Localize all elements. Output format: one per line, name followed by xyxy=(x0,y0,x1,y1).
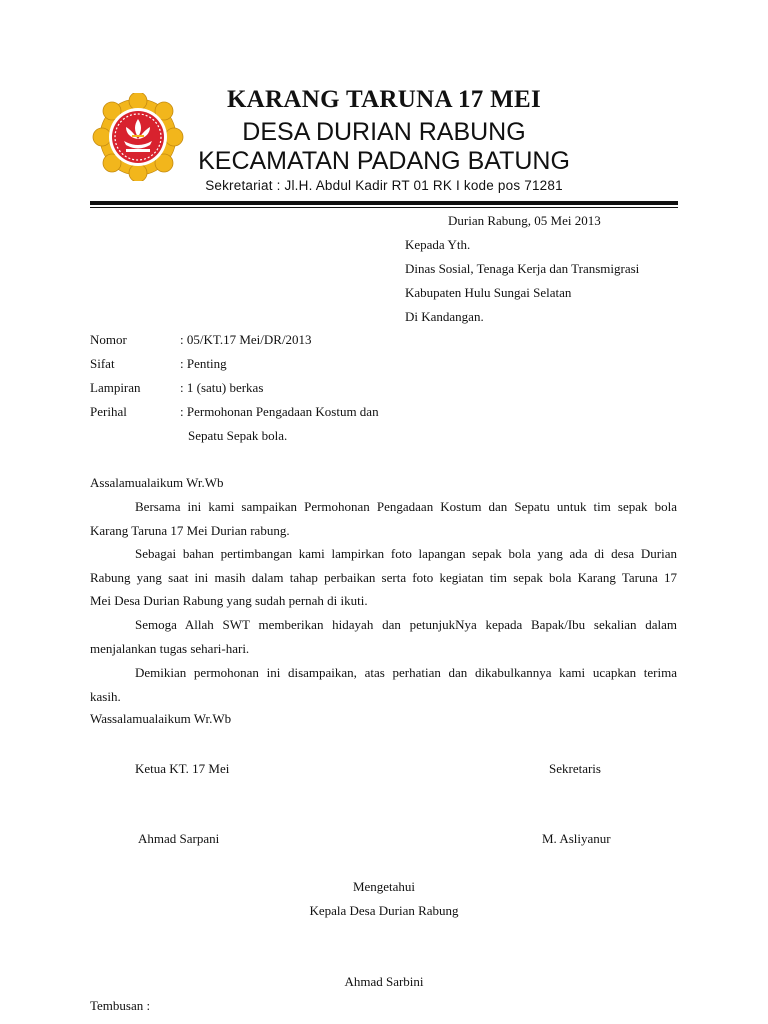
recipient-line-4: Di Kandangan. xyxy=(405,309,484,324)
recipient-line-3: Kabupaten Hulu Sungai Selatan xyxy=(405,285,572,300)
paragraph-2-line-3: Mei Desa Durian Rabung yang sudah pernah di ikuti. xyxy=(90,593,368,608)
paragraph-1 xyxy=(90,495,677,542)
village-name: DESA DURIAN RABUNG xyxy=(242,118,526,146)
perihal-value-1: : Permohonan Pengadaan Kostum dan xyxy=(180,404,379,419)
acknowledgement-name: Ahmad Sarbini xyxy=(344,974,424,989)
paragraph-3 xyxy=(90,613,677,660)
paragraph-4-line-2: kasih. xyxy=(90,688,121,704)
acknowledgement-heading: Mengetahui xyxy=(352,879,416,894)
paragraph-3-line-2: menjalankan tugas sehari-hari. xyxy=(90,640,250,656)
paragraph-2 xyxy=(90,542,677,613)
paragraph-1-line-1: Bersama ini kami sampaikan Permohonan Pengadaan Kostum dan Sepatu untuk tim sepak bola xyxy=(135,499,677,514)
letterhead-divider-thin xyxy=(90,207,678,208)
place-date: Durian Rabung, 05 Mei 2013 xyxy=(448,213,601,228)
acknowledgement-title: Kepala Desa Durian Rabung xyxy=(309,903,459,918)
nomor-value: : 05/KT.17 Mei/DR/2013 xyxy=(180,332,312,347)
signature-right-title: Sekretaris xyxy=(549,761,601,776)
recipient-line-1: Kepada Yth. xyxy=(405,237,471,252)
paragraph-3-line-1: Semoga Allah SWT memberikan hidayah dan petunjukNya kepada Bapak/Ibu sekalian dalam xyxy=(135,617,677,632)
paragraph-2-line-2: Rabung yang saat ini masih dalam tahap perbaikan serta foto kegiatan tim sepak bola Karang Taruna 17 xyxy=(90,569,677,585)
signature-left-title: Ketua KT. 17 Mei xyxy=(135,761,230,776)
signature-left-name: Ahmad Sarpani xyxy=(138,831,220,846)
cc-label: Tembusan : xyxy=(90,998,151,1013)
lampiran-value: : 1 (satu) berkas xyxy=(180,380,264,395)
district-name: KECAMATAN PADANG BATUNG xyxy=(198,147,570,175)
closing: Wassalamualaikum Wr.Wb xyxy=(90,711,232,726)
lampiran-label: Lampiran xyxy=(90,380,141,395)
paragraph-1-line-2: Karang Taruna 17 Mei Durian rabung. xyxy=(90,522,290,538)
paragraph-4-line-1: Demikian permohonan ini disampaikan, atas perhatian dan dikabulkannya kami ucapkan terima xyxy=(135,665,677,680)
paragraph-4 xyxy=(90,661,677,708)
sifat-value: : Penting xyxy=(180,356,227,371)
organization-name: KARANG TARUNA 17 MEI xyxy=(226,86,542,113)
secretariat-address: Sekretariat : Jl.H. Abdul Kadir RT 01 RK I kode pos 71281 xyxy=(205,178,563,193)
paragraph-2-line-1: Sebagai bahan pertimbangan kami lampirkan foto lapangan sepak bola yang ada di desa Durian xyxy=(135,546,677,561)
nomor-label: Nomor xyxy=(90,332,127,347)
letterhead-divider-thick xyxy=(90,201,678,205)
greeting: Assalamualaikum Wr.Wb xyxy=(90,475,224,490)
sifat-label: Sifat xyxy=(90,356,115,371)
perihal-value-2: Sepatu Sepak bola. xyxy=(188,428,288,443)
recipient-line-2: Dinas Sosial, Tenaga Kerja dan Transmigrasi xyxy=(405,261,640,276)
perihal-label: Perihal xyxy=(90,404,127,419)
signature-right-name: M. Asliyanur xyxy=(542,831,611,846)
